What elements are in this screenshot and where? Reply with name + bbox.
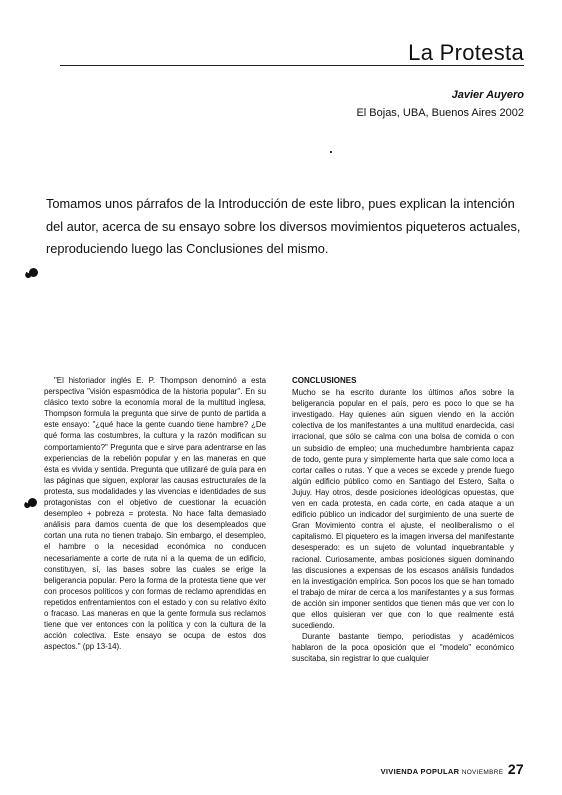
conclusions-heading: CONCLUSIONES <box>292 376 357 385</box>
author-name: Javier Auyero <box>451 89 524 101</box>
author-affiliation: El Bojas, UBA, Buenos Aires 2002 <box>356 107 524 119</box>
page-number: 27 <box>507 761 524 777</box>
dot-mark <box>330 151 332 153</box>
right-column <box>292 375 514 664</box>
intro-paragraph: Tomamos unos párrafos de la Introducción de este libro, pues explican la intención del autor, acerca de su ensayo sobre los diversos movimientos piqueteros actuales, reproduciendo luego las Conclusiones del mismo. <box>46 196 521 256</box>
title-rule <box>60 65 524 66</box>
magazine-name: VIVIENDA POPULAR <box>380 767 460 776</box>
page-footer <box>381 761 524 777</box>
left-column-text: "El historiador inglés E. P. Thompson denominó a esta perspectiva "visión espasmódica de la historia popular". En su clásico texto sobre la economía moral de la multitud inglesa, Thompson formula la pregunta que sirve de punto de partida a este ensayo: "¿qué hace la gente cuando tiene hambre? ¿De qué forma las costumbres, la cultura y la razón modifican su comportamiento?" Pregunta que e sirve para adentrarse en las experiencias de la rebelión popular y en las maneras en que ésta es vivida y sentida. Pregunta que utilizaré de guía para en las páginas que siguen, explorar las causas estructurales de la protesta, sus modalidades y las vivencias e identidades de sus protagonistas con el objetivo de cuestionar la ecuación desempleo + pobreza = protesta. No hace falta demasiado análisis para damos cuenta de que los desempleados que cortan una ruta no tienen trabajo. Sin embargo, el desempleo, el hambre o la necesidad económica no conducen necesariamente a corte de ruta ni a la quema de un edificio, constituyen, sí, las bases sobre las cuales se erige la beligerancia popular. Pero la forma de la protesta tiene que ver con procesos políticos y con formas de reclamo aprendidas en repetidos enfrentamientos con el estado y con su relativo éxito o fracaso. Las maneras en que la gente formula sus reclamos tiene que ver entonces con la política y con la cultura de la acción colectiva. Este ensayo se ocupa de estos dos aspectos." (pp 13-14). <box>44 376 266 652</box>
issue-label: NOVIEMBRE <box>461 769 504 776</box>
conclusions-paragraph-2: Durante bastante tiempo, periodistas y académicos hablaron de la poca oposición que el "modelo" económico suscitaba, sin registrar lo que cualquier <box>292 632 514 664</box>
conclusions-paragraph-1: Mucho se ha escrito durante los últimos años sobre la beligerancia popular en el país, pero es poco lo que se ha investigado. Hay quienes aún siguen viendo en la acción colectiva de los manifestantes a una multitud enardecida, casi irracional, que sólo se calma con una bolsa de comida o con un subsidio de empleo; una muchedumbre hambrienta capaz de todo, gente pura y simplemente harta que sale como loca a cortar calles o rutas. Y que a veces se excede y prende fuego algún edificio público como en Santiago del Estero, Salta o Jujuy. Hay otros, desde posiciones ideológicas opuestas, que ven en cada protesta, en cada corte, en cada ataque a un edificio público un indicador del surgimiento de una suerte de Gran Movimiento contra el ajuste, el neoliberalismo o el capitalismo. El piquetero es la imagen inversa del manifestante desesperado: es un sujeto de voluntad inquebrantable y racional. Curiosamente, ambas posiciones siguen dominando las discusiones a expensas de los escasos análisis fundados en la investigación empírica. Son pocos los que se han tomado el trabajo de mirar de cerca a los manifestantes y a sus formas de acción sin imponer sentidos que tienen más que ver con lo que ellos quisieran ver que con lo que realmente está sucediendo. <box>292 388 514 631</box>
page-title: La Protesta <box>408 40 524 65</box>
bullet-mark-left <box>28 498 37 507</box>
bullet-mark-intro <box>29 268 38 277</box>
left-column <box>44 375 266 652</box>
